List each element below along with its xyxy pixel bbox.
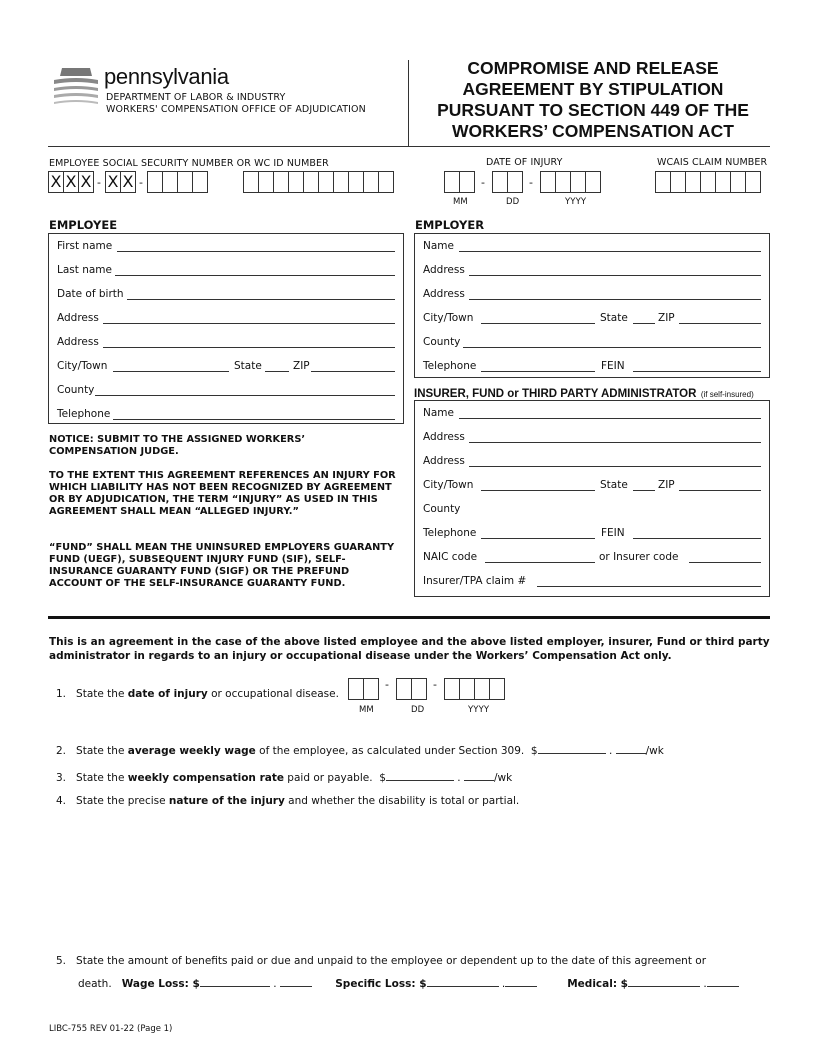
office-name: WORKERS' COMPENSATION OFFICE OF ADJUDICATION <box>106 104 366 115</box>
emp-county-label: County <box>57 384 95 396</box>
ssn-digit: X <box>63 171 79 193</box>
q1-yyyy: YYYY <box>468 705 490 715</box>
q4-answer-area[interactable] <box>76 812 770 942</box>
q1-mm: MM <box>359 705 374 715</box>
ins-address1-input[interactable] <box>469 441 761 443</box>
emp-address2-input[interactable] <box>103 346 395 348</box>
title-line-2: AGREEMENT BY STIPULATION <box>462 79 724 99</box>
q2-dollars-input[interactable] <box>538 741 606 754</box>
q2-dollar: $ <box>530 745 538 757</box>
ins-address2-label: Address <box>423 455 465 467</box>
q5-line2 <box>78 974 739 990</box>
q3-num: 3. <box>56 772 67 784</box>
ins-city-label: City/Town <box>423 479 474 491</box>
er-state-label: State <box>600 312 628 324</box>
er-fein-input[interactable] <box>633 370 761 372</box>
doi-yyyy: YYYY <box>565 197 587 207</box>
q1-dash: - <box>385 678 389 691</box>
doi-dd: DD <box>506 197 520 207</box>
er-state-input[interactable] <box>633 322 655 324</box>
ins-name-label: Name <box>423 407 454 419</box>
pa-logo <box>52 66 100 112</box>
er-address2-label: Address <box>423 288 465 300</box>
er-address1-label: Address <box>423 264 465 276</box>
ins-naic-input[interactable] <box>485 561 595 563</box>
ins-zip-label: ZIP <box>658 479 675 491</box>
q5-dot: . <box>273 978 277 990</box>
q5-medical-label: Medical: $ <box>567 978 628 990</box>
q5-dot: . <box>501 978 506 990</box>
section-rule <box>48 616 770 619</box>
emp-last-name-input[interactable] <box>115 274 395 276</box>
er-county-label: County <box>423 336 461 348</box>
q3-dollars-input[interactable] <box>386 768 454 781</box>
keystone-logo-icon <box>52 66 100 112</box>
emp-address2-label: Address <box>57 336 99 348</box>
q1 <box>56 688 339 700</box>
q2-dot: . <box>608 745 613 757</box>
er-zip-input[interactable] <box>679 322 761 324</box>
ins-address2-input[interactable] <box>469 465 761 467</box>
er-telephone-label: Telephone <box>423 360 477 372</box>
q3-unit: /wk <box>493 772 513 784</box>
emp-telephone-input[interactable] <box>113 418 395 420</box>
q5-wage-cents-input[interactable] <box>280 974 312 987</box>
ins-naic-label: NAIC code <box>423 551 478 563</box>
q1-dd: DD <box>411 705 425 715</box>
emp-last-name-label: Last name <box>57 264 112 276</box>
ssn-dash: - <box>97 175 101 189</box>
doi-mm: MM <box>453 197 468 207</box>
title-line-3: PURSUANT TO SECTION 449 OF THE <box>437 100 749 120</box>
wcais-field[interactable] <box>655 171 760 193</box>
emp-dob-input[interactable] <box>127 298 395 300</box>
emp-city-label: City/Town <box>57 360 108 372</box>
er-address2-input[interactable] <box>469 298 761 300</box>
emp-state-input[interactable] <box>265 370 289 372</box>
er-name-input[interactable] <box>459 250 761 252</box>
q5-text1: State the amount of benefits paid or due and unpaid to the employee or dependent up to the date of this agreement or <box>76 955 707 967</box>
er-fein-label: FEIN <box>601 360 625 372</box>
notice-2: TO THE EXTENT THIS AGREEMENT REFERENCES AN INJURY FOR WHICH LIABILITY HAS NOT BEEN RECOGNIZED BY AGREEMENT OR BY ADJUDICATION, THE TERM “INJURY” AS USED IN THIS AGREEMENT SHALL MEAN “ALLEGED INJURY.” <box>49 470 396 517</box>
q3 <box>56 768 512 784</box>
q5-specific-label: Specific Loss: $ <box>335 978 427 990</box>
doi-dash: - <box>529 175 533 189</box>
ssn-label: EMPLOYEE SOCIAL SECURITY NUMBER OR WC ID NUMBER <box>49 158 329 169</box>
emp-zip-label: ZIP <box>293 360 310 372</box>
form-footer: LIBC-755 REV 01-22 (Page 1) <box>49 1024 173 1034</box>
doi-dash: - <box>481 175 485 189</box>
emp-address1-label: Address <box>57 312 99 324</box>
emp-telephone-label: Telephone <box>57 408 111 420</box>
q5-medical-dollars-input[interactable] <box>628 974 700 987</box>
ins-address1-label: Address <box>423 431 465 443</box>
er-telephone-input[interactable] <box>481 370 595 372</box>
form-title <box>414 58 772 142</box>
emp-zip-input[interactable] <box>311 370 395 372</box>
header-divider-vertical <box>408 60 409 146</box>
q5-wage-label: Wage Loss: $ <box>121 978 200 990</box>
q3-dollar: $ <box>379 772 386 784</box>
insurer-heading-note: (if self-insured) <box>700 390 754 399</box>
ins-telephone-input[interactable] <box>481 537 595 539</box>
doi-field[interactable] <box>444 171 600 193</box>
emp-county-input[interactable] <box>95 394 395 396</box>
ssn-dash: - <box>139 175 143 189</box>
agreement-intro: This is an agreement in the case of the above listed employee and the above listed employer, insurer, Fund or third party administrator in regards to an injury or occupational disease under the Workers’ Compensation Act only. <box>49 636 770 662</box>
doi-label: DATE OF INJURY <box>486 157 563 168</box>
ins-fein-label: FEIN <box>601 527 625 539</box>
ssn-digit: X <box>48 171 64 193</box>
ins-state-label: State <box>600 479 628 491</box>
er-city-input[interactable] <box>481 322 595 324</box>
emp-state-label: State <box>234 360 262 372</box>
emp-dob-label: Date of birth <box>57 288 124 300</box>
q3-bold: weekly compensation rate <box>127 772 284 784</box>
ins-claim-label: Insurer/TPA claim # <box>423 575 527 587</box>
er-county-input[interactable] <box>463 346 761 348</box>
employer-heading: EMPLOYER <box>415 218 485 232</box>
q5-text2: death. <box>78 978 112 990</box>
q3-cents-input[interactable] <box>464 768 494 781</box>
insurer-panel <box>414 400 770 597</box>
q3-dot: . <box>457 772 461 784</box>
notice-3: “FUND” SHALL MEAN THE UNINSURED EMPLOYERS GUARANTY FUND (UEGF), SUBSEQUENT INJURY FUND (SIF), SELF-INSURANCE GUARANTY FUND (SIGF) OR THE PREFUND ACCOUNT OF THE SELF-INSURANCE GUARANTY FUND. <box>49 542 395 589</box>
q2 <box>56 741 664 757</box>
employee-heading: EMPLOYEE <box>49 218 118 232</box>
ins-claim-input[interactable] <box>537 585 761 587</box>
q4-num: 4. <box>56 795 67 807</box>
ins-city-input[interactable] <box>481 489 595 491</box>
q5-num: 5. <box>56 955 67 967</box>
emp-first-name-label: First name <box>57 240 113 252</box>
q2-bold: average weekly wage <box>127 745 256 757</box>
ins-insurer-code-label: or Insurer code <box>599 551 679 563</box>
ins-state-input[interactable] <box>633 489 655 491</box>
q5-wage-dollars-input[interactable] <box>200 974 270 987</box>
header-rule <box>48 146 770 147</box>
dept-name: DEPARTMENT OF LABOR & INDUSTRY <box>106 92 286 103</box>
q4 <box>56 795 519 807</box>
emp-address1-input[interactable] <box>103 322 395 324</box>
q1-dash: - <box>433 678 437 691</box>
er-address1-input[interactable] <box>469 274 761 276</box>
notice-1: NOTICE: SUBMIT TO THE ASSIGNED WORKERS’ COMPENSATION JUDGE. <box>49 434 306 457</box>
q3-pre: State the <box>76 772 128 784</box>
q5-specific-cents-input[interactable] <box>505 974 537 987</box>
q2-pre: State the <box>76 745 128 757</box>
logo-word: pennsylvania <box>104 64 229 89</box>
er-name-label: Name <box>423 240 454 252</box>
ssn-digit: X <box>120 171 136 193</box>
emp-first-name-input[interactable] <box>117 250 395 252</box>
er-zip-label: ZIP <box>658 312 675 324</box>
q2-num: 2. <box>56 745 67 757</box>
q1-date-field[interactable] <box>348 678 504 700</box>
insurer-heading-text: INSURER, FUND or THIRD PARTY ADMINISTRATOR <box>414 388 697 400</box>
wcais-label: WCAIS CLAIM NUMBER <box>657 157 768 168</box>
ins-zip-input[interactable] <box>679 489 761 491</box>
ssn-digit: X <box>105 171 121 193</box>
q3-post: paid or payable. <box>283 772 373 784</box>
employer-panel <box>414 233 770 378</box>
ins-name-input[interactable] <box>459 417 761 419</box>
q1-bold: date of injury <box>127 688 208 700</box>
ins-fein-input[interactable] <box>633 537 761 539</box>
wc-id-field[interactable] <box>243 171 393 193</box>
q2-cents-input[interactable] <box>616 741 646 754</box>
ins-telephone-label: Telephone <box>423 527 477 539</box>
q5-dot: . <box>703 978 707 990</box>
q4-post: and whether the disability is total or partial. <box>284 795 520 807</box>
ins-county-label: County <box>423 503 461 515</box>
q1-pre: State the <box>76 688 128 700</box>
title-line-1: COMPROMISE AND RELEASE <box>467 58 719 78</box>
title-line-4: WORKERS’ COMPENSATION ACT <box>452 121 734 141</box>
q2-unit: /wk <box>645 745 664 757</box>
q5-line1 <box>56 955 706 967</box>
q2-post: of the employee, as calculated under Section 309. <box>255 745 525 757</box>
q5-specific-dollars-input[interactable] <box>427 974 499 987</box>
emp-city-input[interactable] <box>113 370 229 372</box>
er-city-label: City/Town <box>423 312 474 324</box>
q1-post: or occupational disease. <box>207 688 339 700</box>
ssn-digit: X <box>78 171 94 193</box>
ssn-field[interactable] <box>48 171 207 193</box>
q1-num: 1. <box>56 688 67 700</box>
q5-medical-cents-input[interactable] <box>707 974 739 987</box>
employee-panel <box>48 233 404 424</box>
ins-insurer-code-input[interactable] <box>689 561 761 563</box>
q4-pre: State the precise <box>76 795 169 807</box>
q4-bold: nature of the injury <box>168 795 285 807</box>
